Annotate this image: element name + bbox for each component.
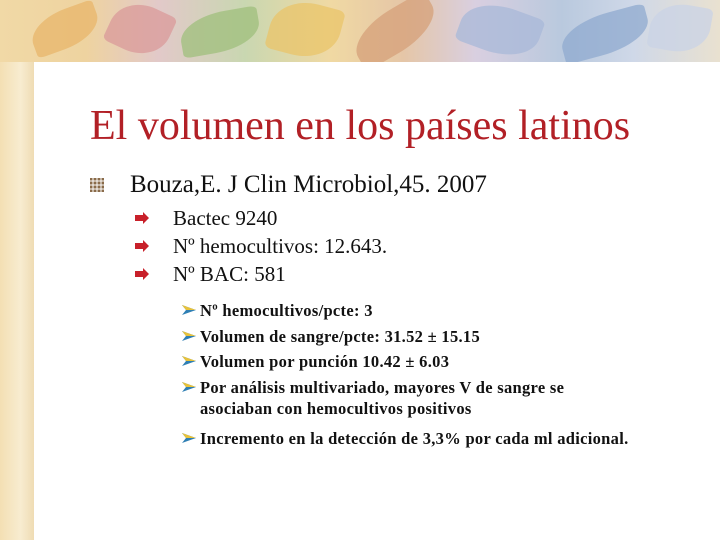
slide-title: El volumen en los países latinos xyxy=(90,103,631,149)
leaf-decoration xyxy=(177,5,263,58)
chevron-bullet-icon xyxy=(182,382,196,392)
detail-bullet: Nº BAC: 581 xyxy=(173,262,286,286)
sub-detail-bullet: Incremento en la detección de 3,3% por cada ml adicional. xyxy=(200,429,629,448)
sub-detail-bullet: Volumen por punción 10.42 ± 6.03 xyxy=(200,352,450,371)
red-arrow-bullet-icon xyxy=(135,212,149,224)
decorative-leaf-banner xyxy=(0,0,720,62)
red-arrow-bullet-icon xyxy=(135,268,149,280)
chevron-bullet-icon xyxy=(182,331,196,341)
detail-bullet: Bactec 9240 xyxy=(173,206,278,230)
left-decorative-strip xyxy=(0,0,34,540)
sub-detail-bullet: Por análisis multivariado, mayores V de sangre se asociaban con hemocultivos positivos xyxy=(200,378,565,418)
hatched-square-bullet-icon xyxy=(90,178,104,192)
chevron-bullet-icon xyxy=(182,356,196,366)
chevron-bullet-icon xyxy=(182,433,196,443)
leaf-decoration xyxy=(102,0,178,64)
leaf-decoration xyxy=(454,0,546,66)
leaf-decoration xyxy=(26,0,105,59)
leaf-decoration xyxy=(346,0,445,72)
leaf-decoration xyxy=(264,0,346,65)
red-arrow-bullet-icon xyxy=(135,240,149,252)
sub-detail-bullet: Volumen de sangre/pcte: 31.52 ± 15.15 xyxy=(200,327,481,346)
sub-detail-bullet: Nº hemocultivos/pcte: 3 xyxy=(200,301,373,320)
leaf-decoration xyxy=(556,3,653,65)
detail-bullet: Nº hemocultivos: 12.643. xyxy=(173,234,388,258)
reference-bullet: Bouza,E. J Clin Microbiol,45. 2007 xyxy=(130,171,487,198)
leaf-decoration xyxy=(646,0,713,57)
chevron-bullet-icon xyxy=(182,305,196,315)
